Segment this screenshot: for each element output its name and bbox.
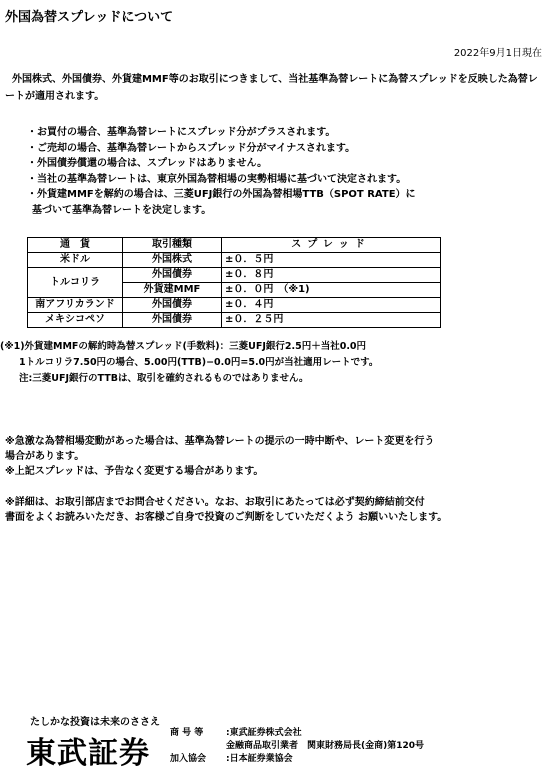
company-info bbox=[170, 727, 424, 766]
company-tagline: たしかな投資は未来のささえ bbox=[30, 717, 160, 728]
association-value: :日本証券業協会 bbox=[226, 754, 293, 764]
cell-type: 外国債券 bbox=[123, 268, 222, 283]
header-currency: 通 貨 bbox=[28, 238, 123, 253]
warning-notes bbox=[5, 434, 434, 479]
trade-name-row bbox=[170, 727, 424, 740]
intro-paragraph bbox=[5, 71, 545, 105]
cell-type: 外貨建MMF bbox=[123, 283, 222, 298]
table-header-row bbox=[28, 238, 441, 253]
intro-text: 外国株式、外国債券、外貨建MMF等のお取引につきまして、当社基準為替レートに為替スプレッドを反映した為替レートが適用されます。 bbox=[5, 74, 538, 102]
cell-spread: ±０．８円 bbox=[222, 268, 441, 283]
note-line: 注:三菱UFJ銀行のTTBは、取引を確約されるものではありません。 bbox=[0, 373, 309, 384]
cell-spread: ±０．０円 （※1) bbox=[222, 283, 441, 298]
trade-name-label: 商 号 等 bbox=[170, 728, 204, 738]
as-of-date: 2022年9月1日現在 bbox=[453, 48, 542, 59]
table-row bbox=[28, 313, 441, 328]
cell-type: 外国債券 bbox=[123, 313, 222, 328]
header-spread: スプレッド bbox=[222, 238, 441, 253]
company-logo: 東武証券 bbox=[26, 736, 150, 771]
warning-line: ※上記スプレッドは、予告なく変更する場合があります。 bbox=[5, 466, 264, 477]
cell-currency: トルコリラ bbox=[28, 268, 123, 298]
page-title: 外国為替スプレッドについて bbox=[5, 10, 174, 25]
warning-line: 場合があります。 bbox=[5, 451, 85, 462]
warning-line: ※急激な為替相場変動があった場合は、基準為替レートの提示の一時中断や、レート変更を行う bbox=[5, 436, 435, 447]
detail-notes bbox=[5, 495, 447, 525]
bullet-item: 基づいて基準為替レートを決定します。 bbox=[32, 204, 212, 216]
association-label: 加入協会 bbox=[170, 754, 207, 764]
bullet-item: ・外国債券償還の場合は、スプレッドはありません。 bbox=[27, 158, 268, 170]
header-type: 取引種類 bbox=[123, 238, 222, 253]
registration-row bbox=[170, 740, 424, 753]
cell-spread: ±０．４円 bbox=[222, 298, 441, 313]
trade-name-value: :東武証券株式会社 bbox=[226, 728, 302, 738]
table-row bbox=[28, 253, 441, 268]
table-row bbox=[28, 298, 441, 313]
mmf-notes bbox=[0, 339, 378, 387]
cell-currency: 米ドル bbox=[28, 253, 123, 268]
bullet-item: ・お買付の場合、基準為替レートにスプレッド分がプラスされます。 bbox=[27, 127, 336, 138]
registration-value: 金融商品取引業者 関東財務局長(金商)第120号 bbox=[226, 741, 425, 751]
cell-spread: ±０．２５円 bbox=[222, 313, 441, 328]
cell-type: 外国債券 bbox=[123, 298, 222, 313]
cell-currency: 南アフリカランド bbox=[28, 298, 123, 313]
detail-line: ※詳細は、お取引部店までお問合せください。なお、お取引にあたっては必ず契約締結前交付 bbox=[5, 497, 425, 508]
table-row bbox=[28, 268, 441, 283]
detail-line: 書面をよくお読みいただき、お客様ご自身で投資のご判断をしていただくよう お願いいたします。 bbox=[5, 512, 448, 523]
cell-type: 外国株式 bbox=[123, 253, 222, 268]
spread-table bbox=[27, 237, 441, 328]
cell-currency: メキシコペソ bbox=[28, 313, 123, 328]
note-line: 1トルコリラ7.50円の場合、5.00円(TTB)−0.0円=5.0円が当社適用レートです。 bbox=[0, 357, 379, 368]
bullet-item: ・ご売却の場合、基準為替レートからスプレッド分がマイナスされます。 bbox=[27, 142, 356, 154]
cell-spread: ±０．５円 bbox=[222, 253, 441, 268]
bullet-list bbox=[27, 125, 416, 219]
bullet-item: ・外貨建MMFを解約の場合は、三菱UFJ銀行の外国為替相場TTB（SPOT RATE）に bbox=[27, 189, 416, 201]
bullet-item: ・当社の基準為替レートは、東京外国為替相場の実勢相場に基づいて決定されます。 bbox=[27, 173, 407, 185]
note-line: (※1)外貨建MMFの解約時為替スプレッド(手数料)：三菱UFJ銀行2.5円＋当社0.0円 bbox=[0, 341, 367, 352]
association-row bbox=[170, 753, 424, 766]
